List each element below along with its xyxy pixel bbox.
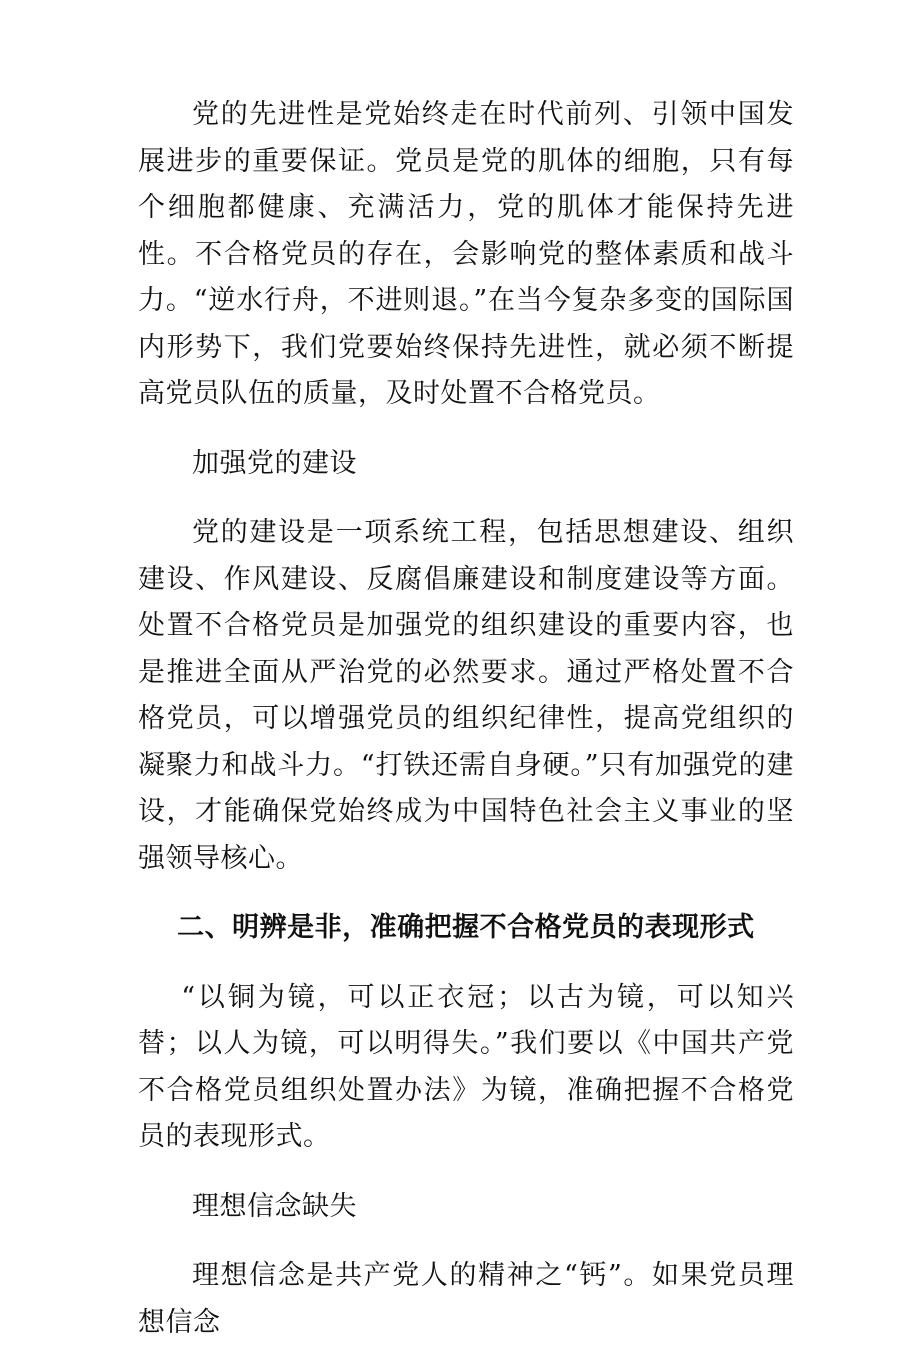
document-page xyxy=(138,92,794,1346)
paragraph-ideals: 理想信念是共产党人的精神之“钙”。如果党员理想信念 xyxy=(138,1260,794,1338)
subheading-party-building: 加强党的建设 xyxy=(192,447,357,479)
subheading-ideals: 理想信念缺失 xyxy=(192,1190,357,1222)
paragraph-advancedness: 党的先进性是党始终走在时代前列、引领中国发展进步的重要保证。党员是党的肌体的细胞，只有每个细胞都健康、充满活力，党的肌体才能保持先进性。不合格党员的存在，会影响党的整体素质和战斗力。“逆水行舟，不进则退。”在当今复杂多变的国际国内形势下，我们党要始终保持先进性，就必须不断提高党员队伍的质量，及时处置不合格党员。 xyxy=(138,99,794,409)
paragraph-mirror-quote: “以铜为镜，可以正衣冠；以古为镜，可以知兴替；以人为镜，可以明得失。”我们要以《中国共产党不合格党员组织处置办法》为镜，准确把握不合格党员的表现形式。 xyxy=(138,981,794,1152)
paragraph-party-building: 党的建设是一项系统工程，包括思想建设、组织建设、作风建设、反腐倡廉建设和制度建设等方面。处置不合格党员是加强党的组织建设的重要内容，也是推进全面从严治党的必然要求。通过严格处置不合格党员，可以增强党员的组织纪律性，提高党组织的凝聚力和战斗力。“打铁还需自身硬。”只有加强党的建设，才能确保党始终成为中国特色社会主义事业的坚强领导核心。 xyxy=(138,517,794,874)
section-heading-2: 二、明辨是非，准确把握不合格党员的表现形式 xyxy=(177,912,755,943)
